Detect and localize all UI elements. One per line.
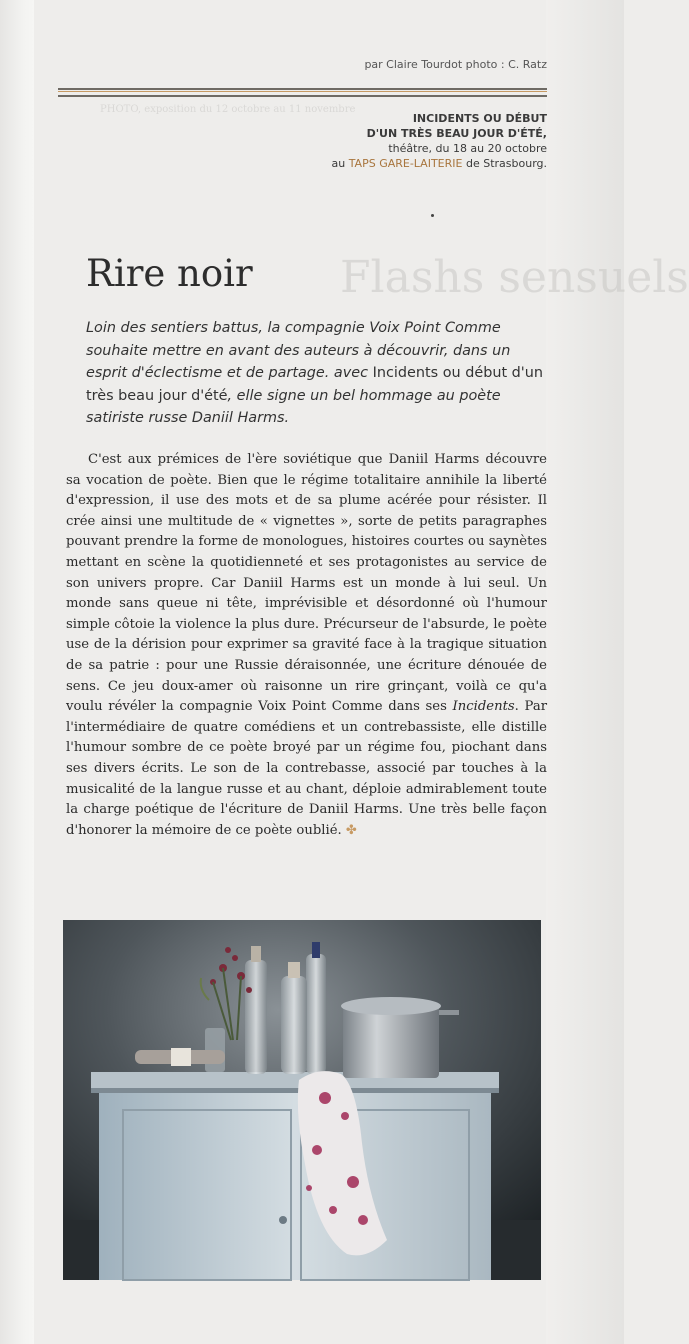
fleuron-icon: ✤: [345, 822, 357, 838]
intro-part-1: Loin des sentiers battus, la compagnie Voix Point Comme souhaite mettre en avant des auteurs à découvrir, dans un esprit d'éclectisme et de partage. avec: [86, 320, 511, 382]
decorative-dot: [431, 214, 434, 217]
event-info: [240, 111, 547, 171]
event-venue-line: [240, 156, 547, 171]
stage-still-photo: [63, 920, 541, 1280]
page-gutter: [0, 0, 34, 1344]
facing-page-edge: [546, 0, 624, 1344]
article-intro: [86, 317, 546, 430]
bleed-through-top-line: PHOTO, exposition du 12 octobre au 11 novembre: [100, 104, 356, 115]
body-work-title: Incidents: [452, 699, 515, 715]
header-rule: [58, 88, 547, 97]
venue-prefix: au: [331, 157, 346, 170]
body-paragraph: [66, 450, 547, 841]
event-title-line-1: INCIDENTS OU DÉBUT: [412, 112, 547, 125]
venue-suffix: de Strasbourg.: [465, 157, 547, 170]
article-body: [66, 450, 547, 841]
article-title: Rire noir: [86, 252, 253, 295]
body-part-1: C'est aux prémices de l'ère soviétique que Daniil Harms découvre sa vocation de poète. Bien que le régime totalitaire annihile la liberté d'expression, il use des mots et de sa plume acérée pour résister. Il crée ainsi une multitude de « vignettes », sorte de petits paragraphes pouvant prendre la forme de monologues, histoires courtes ou saynètes mettant en scène la quotidienneté et ses protagonistes au service de son univers propre. Car Daniil Harms est un monde à lui seul. Un monde sans queue ni tête, imprévisible et désordonné où l'humour simple côtoie la violence la plus dure. Précurseur de l'absurde, le poète use de la dérision pour exprimer sa gravité face à la tragique situation de sa patrie : pour une Russie déraisonnée, une écriture dénouée de sens. Ce jeu doux-amer où raisonne un rire grinçant, voilà ce qu'a voulu révéler la compagnie Voix Point Comme dans ses: [66, 452, 547, 715]
venue-name: TAPS GARE-LAITERIE: [348, 157, 463, 170]
intro-part-2: , elle signe un bel hommage au poète satiriste russe Daniil Harms.: [86, 387, 501, 427]
intro-work-title: Incidents ou début d'un très beau jour d'été: [86, 365, 543, 404]
body-part-2: . Par l'intermédiaire de quatre comédiens et un contrebassiste, elle distille l'humour sombre de ce poète broyé par un régime fou, piochant dans ses divers écrits. Le son de la contrebasse, associé par touches à la musicalité de la langue russe et au chant, déploie admirablement toute la charge poétique de l'écriture de Daniil Harms. Une très belle façon d'honorer la mémoire de ce poète oublié.: [66, 699, 547, 838]
event-dates: théâtre, du 18 au 20 octobre: [388, 142, 547, 155]
bleed-through-headline: Flashs sensuels: [340, 252, 689, 303]
byline: par Claire Tourdot photo : C. Ratz: [364, 58, 547, 71]
event-title-line-2: D'UN TRÈS BEAU JOUR D'ÉTÉ,: [366, 127, 547, 140]
